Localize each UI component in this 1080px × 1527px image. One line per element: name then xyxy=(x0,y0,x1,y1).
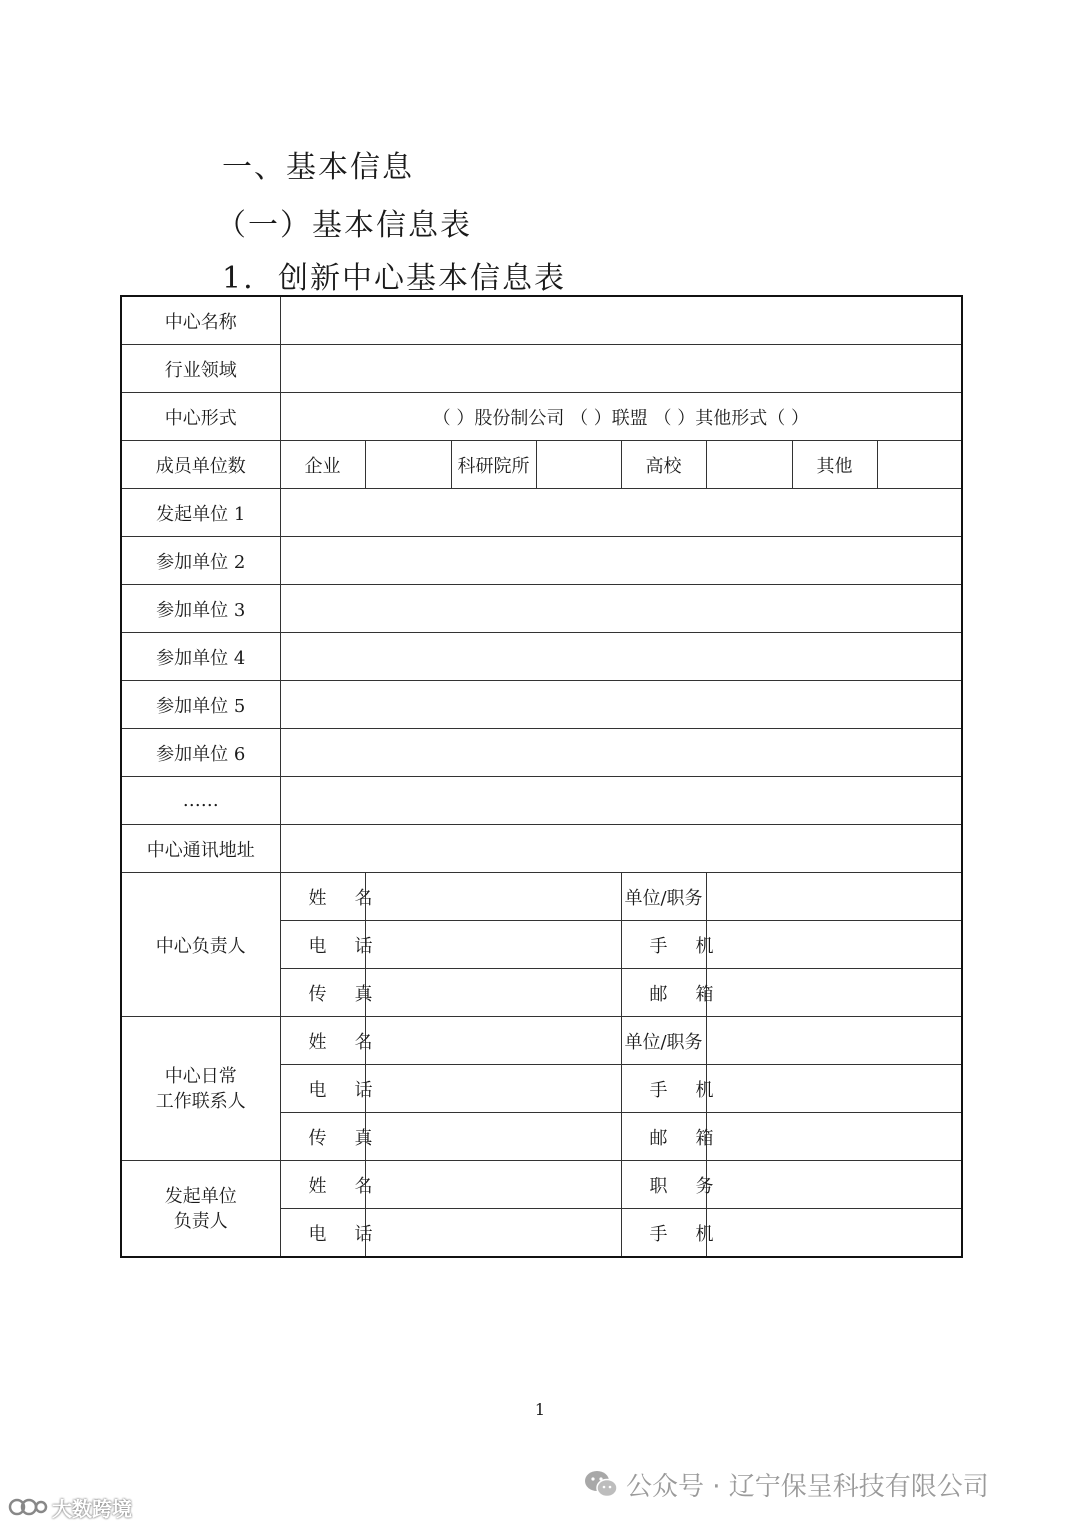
wechat-icon xyxy=(584,1469,618,1499)
input-address[interactable] xyxy=(280,825,962,873)
label-ellipsis: …… xyxy=(121,777,280,825)
input-daily-phone[interactable] xyxy=(365,1065,621,1113)
input-participant-3[interactable] xyxy=(280,585,962,633)
row-participant xyxy=(121,633,962,681)
table-title-text: 创新中心基本信息表 xyxy=(278,261,566,296)
label-daily-unit-title: 单位/职务 xyxy=(621,1017,706,1065)
row-center-form xyxy=(121,393,962,441)
row-participant xyxy=(121,729,962,777)
table-title xyxy=(222,253,566,297)
label-daily-mobile: 手机 xyxy=(621,1065,706,1113)
input-head-phone[interactable] xyxy=(365,921,621,969)
label-center-head: 中心负责人 xyxy=(121,873,280,1017)
row-center-name xyxy=(121,296,962,345)
input-initiator-head-name[interactable] xyxy=(365,1161,621,1209)
row-ellipsis xyxy=(121,777,962,825)
input-enterprise-count[interactable] xyxy=(365,441,451,489)
section-heading: 一、基本信息 xyxy=(222,150,414,185)
input-daily-fax[interactable] xyxy=(365,1113,621,1161)
input-participant-6[interactable] xyxy=(280,729,962,777)
input-research-count[interactable] xyxy=(536,441,621,489)
corner-watermark xyxy=(8,1492,132,1522)
label-research: 科研院所 xyxy=(451,441,536,489)
label-head-name: 姓名 xyxy=(280,873,365,921)
label-participant-4: 参加单位 4 xyxy=(121,633,280,681)
label-daily-phone: 电话 xyxy=(280,1065,365,1113)
label-initiator-head-name: 姓名 xyxy=(280,1161,365,1209)
input-other-count[interactable] xyxy=(877,441,962,489)
input-initiator-head-mobile[interactable] xyxy=(706,1209,962,1258)
row-initiator-head-name xyxy=(121,1161,962,1209)
row-participant xyxy=(121,537,962,585)
label-head-email: 邮箱 xyxy=(621,969,706,1017)
input-ellipsis[interactable] xyxy=(280,777,962,825)
input-daily-unit-title[interactable] xyxy=(706,1017,962,1065)
page-number: 1 xyxy=(534,1400,546,1419)
label-daily-name: 姓名 xyxy=(280,1017,365,1065)
label-participant-5: 参加单位 5 xyxy=(121,681,280,729)
brand-logo-icon xyxy=(8,1495,48,1519)
label-initiator: 发起单位 1 xyxy=(121,489,280,537)
row-initiator xyxy=(121,489,962,537)
input-participant-2[interactable] xyxy=(280,537,962,585)
input-center-name[interactable] xyxy=(280,296,962,345)
input-head-mobile[interactable] xyxy=(706,921,962,969)
label-center-name: 中心名称 xyxy=(121,296,280,345)
input-initiator-head-phone[interactable] xyxy=(365,1209,621,1258)
label-other: 其他 xyxy=(792,441,877,489)
label-university: 高校 xyxy=(621,441,706,489)
label-member-count: 成员单位数 xyxy=(121,441,280,489)
label-head-fax: 传真 xyxy=(280,969,365,1017)
input-participant-4[interactable] xyxy=(280,633,962,681)
input-head-email[interactable] xyxy=(706,969,962,1017)
subsection-heading: （一）基本信息表 xyxy=(216,208,472,243)
label-address: 中心通讯地址 xyxy=(121,825,280,873)
label-daily-contact: 中心日常 工作联系人 xyxy=(121,1017,280,1161)
row-participant xyxy=(121,681,962,729)
label-center-form: 中心形式 xyxy=(121,393,280,441)
input-initiator[interactable] xyxy=(280,489,962,537)
input-initiator-head-title[interactable] xyxy=(706,1161,962,1209)
label-participant-2: 参加单位 2 xyxy=(121,537,280,585)
corner-watermark-text: 大数跨境 xyxy=(52,1496,132,1521)
row-participant xyxy=(121,585,962,633)
footer-watermark-text: 公众号 · 辽宁保呈科技有限公司 xyxy=(626,1471,989,1502)
row-address xyxy=(121,825,962,873)
label-industry: 行业领域 xyxy=(121,345,280,393)
input-industry[interactable] xyxy=(280,345,962,393)
input-daily-mobile[interactable] xyxy=(706,1065,962,1113)
input-university-count[interactable] xyxy=(706,441,792,489)
input-participant-5[interactable] xyxy=(280,681,962,729)
label-head-mobile: 手机 xyxy=(621,921,706,969)
label-daily-fax: 传真 xyxy=(280,1113,365,1161)
input-head-name[interactable] xyxy=(365,873,621,921)
label-enterprise: 企业 xyxy=(280,441,365,489)
label-head-unit-title: 单位/职务 xyxy=(621,873,706,921)
label-initiator-head-title: 职务 xyxy=(621,1161,706,1209)
label-participant-6: 参加单位 6 xyxy=(121,729,280,777)
label-initiator-head-mobile: 手机 xyxy=(621,1209,706,1258)
input-daily-email[interactable] xyxy=(706,1113,962,1161)
label-daily-email: 邮箱 xyxy=(621,1113,706,1161)
row-industry xyxy=(121,345,962,393)
input-daily-name[interactable] xyxy=(365,1017,621,1065)
row-head-name xyxy=(121,873,962,921)
row-daily-name xyxy=(121,1017,962,1065)
input-head-unit-title[interactable] xyxy=(706,873,962,921)
basic-info-table xyxy=(120,295,963,1258)
label-head-phone: 电话 xyxy=(280,921,365,969)
center-form-options[interactable]: （ ）股份制公司 （ ）联盟 （ ）其他形式（ ） xyxy=(280,393,962,441)
row-member-count xyxy=(121,441,962,489)
footer-watermark xyxy=(584,1464,989,1504)
label-initiator-head: 发起单位 负责人 xyxy=(121,1161,280,1258)
label-initiator-head-phone: 电话 xyxy=(280,1209,365,1258)
input-head-fax[interactable] xyxy=(365,969,621,1017)
table-number: 1. xyxy=(222,261,255,296)
label-participant-3: 参加单位 3 xyxy=(121,585,280,633)
